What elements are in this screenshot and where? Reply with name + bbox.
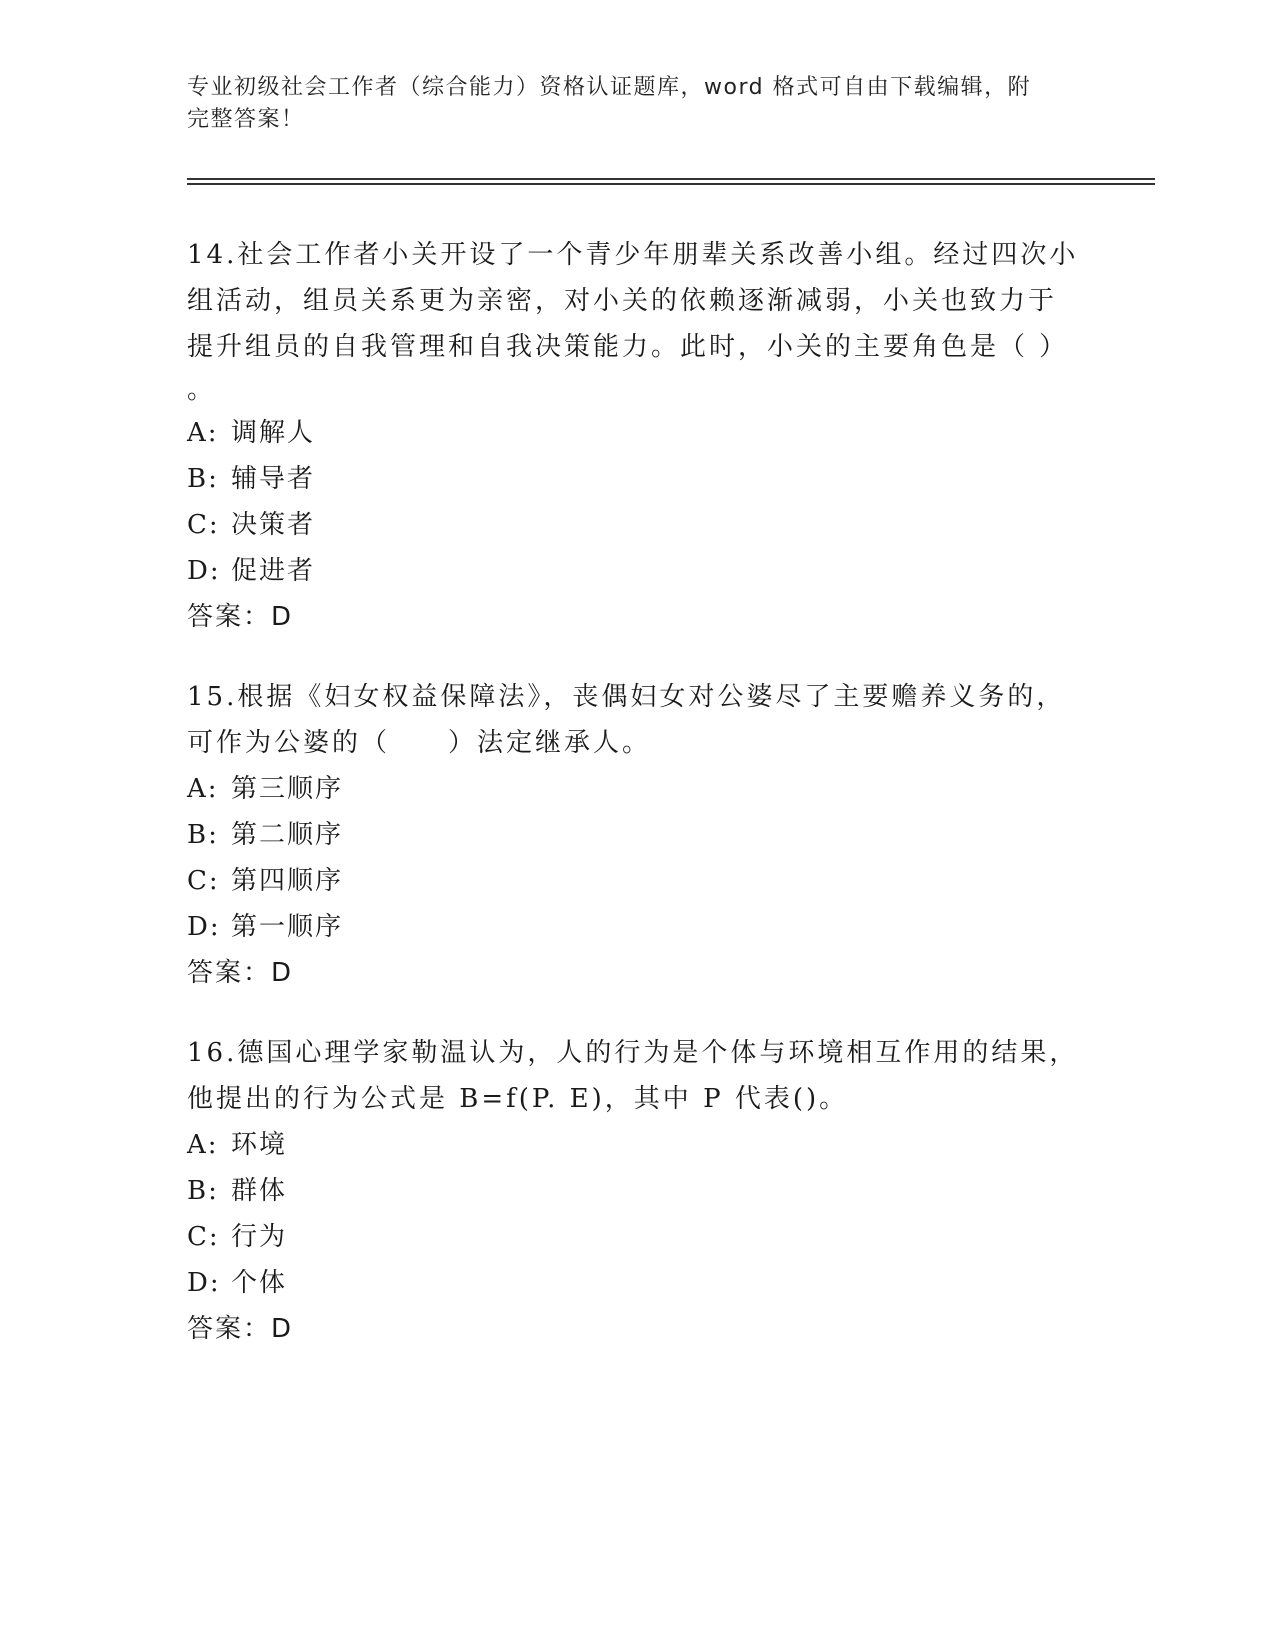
option-key: A:: [187, 1130, 219, 1160]
answer-line: 答案：D: [187, 1314, 294, 1344]
option-text: 个体: [231, 1268, 288, 1298]
option-text: 第二顺序: [231, 820, 344, 850]
option-c: [187, 502, 1087, 548]
question-14: [187, 232, 1087, 640]
option-key: D:: [187, 912, 221, 942]
option-key: D:: [187, 556, 221, 586]
question-15: [187, 674, 1087, 996]
option-text: 调解人: [231, 418, 316, 448]
option-b: [187, 812, 1087, 858]
option-text: 第一顺序: [231, 912, 344, 942]
option-b: [187, 1168, 1087, 1214]
option-c: [187, 1214, 1087, 1260]
option-key: C:: [187, 1222, 220, 1252]
option-text: 第三顺序: [231, 774, 344, 804]
option-a: [187, 766, 1087, 812]
answer-line: 答案：D: [187, 602, 294, 632]
question-stem-line: 他提出的行为公式是 B=f(P. E)，其中 P 代表()。: [187, 1084, 849, 1114]
option-key: B:: [187, 820, 219, 850]
option-key: D:: [187, 1268, 221, 1298]
option-key: A:: [187, 418, 219, 448]
option-key: C:: [187, 510, 220, 540]
question-stem-line: 16.德国心理学家勒温认为，人的行为是个体与环境相互作用的结果，: [187, 1038, 1079, 1068]
option-key: B:: [187, 464, 219, 494]
option-text: 行为: [231, 1222, 288, 1252]
option-c: [187, 858, 1087, 904]
option-text: 第四顺序: [231, 866, 344, 896]
option-d: [187, 904, 1087, 950]
header-divider-bottom: [187, 183, 1155, 185]
option-key: A:: [187, 774, 219, 804]
question-16: [187, 1030, 1087, 1352]
question-stem-line: 15.根据《妇女权益保障法》，丧偶妇女对公婆尽了主要赡养义务的，: [187, 682, 1066, 712]
option-key: C:: [187, 866, 220, 896]
option-b: [187, 456, 1087, 502]
question-stem-trail: 。: [187, 375, 214, 405]
header-line-2: 完整答案！: [187, 107, 305, 132]
option-text: 决策者: [231, 510, 316, 540]
option-d: [187, 548, 1087, 594]
question-list: [187, 232, 1087, 1386]
option-text: 辅导者: [231, 464, 316, 494]
option-a: [187, 1122, 1087, 1168]
option-text: 促进者: [231, 556, 316, 586]
option-a: [187, 410, 1087, 456]
question-stem-line: 组活动，组员关系更为亲密，对小关的依赖逐渐减弱，小关也致力于: [187, 286, 1058, 316]
option-text: 环境: [231, 1130, 288, 1160]
option-key: B:: [187, 1176, 219, 1206]
header-line-1: 专业初级社会工作者（综合能力）资格认证题库，word 格式可自由下载编辑，附: [187, 75, 1032, 100]
option-text: 群体: [231, 1176, 288, 1206]
question-stem-line: 可作为公婆的（ ）法定继承人。: [187, 728, 652, 758]
document-header: [187, 72, 1087, 136]
question-stem-line: 14.社会工作者小关开设了一个青少年朋辈关系改善小组。经过四次小: [187, 240, 1079, 270]
header-divider-top: [187, 178, 1155, 180]
option-d: [187, 1260, 1087, 1306]
question-stem-line: 提升组员的自我管理和自我决策能力。此时，小关的主要角色是（ ）: [187, 332, 1069, 362]
answer-line: 答案：D: [187, 958, 294, 988]
